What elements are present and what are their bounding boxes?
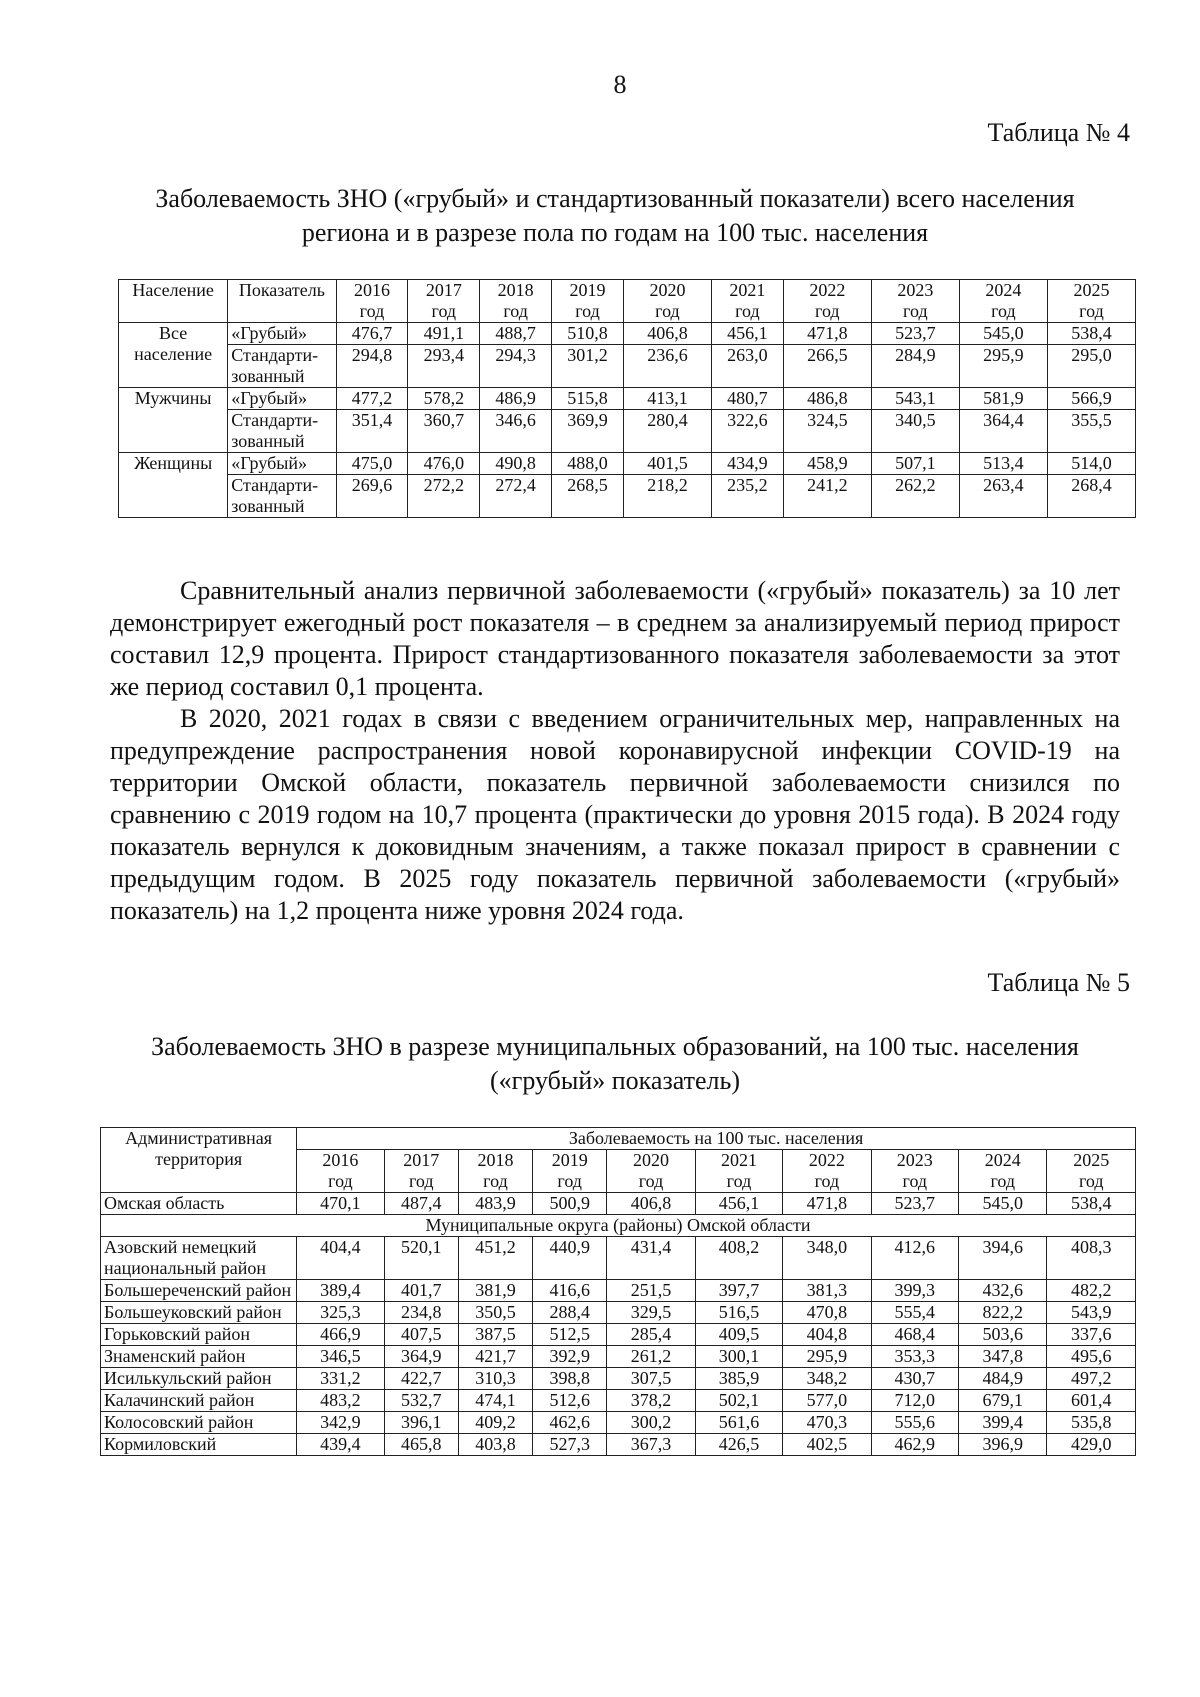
table-row xyxy=(101,1434,1136,1456)
year-label: 2025 xyxy=(1073,280,1110,300)
year-header xyxy=(783,280,871,323)
year-label: 2020 xyxy=(633,1150,670,1170)
value-cell: 397,7 xyxy=(695,1280,782,1302)
territory-cell: Исилькульский район xyxy=(101,1368,297,1390)
value-cell: 513,4 xyxy=(959,453,1047,475)
value-cell: 350,5 xyxy=(458,1302,532,1324)
value-cell: 408,3 xyxy=(1047,1237,1136,1280)
value-cell: 581,9 xyxy=(959,388,1047,410)
value-cell: 507,1 xyxy=(871,453,959,475)
value-cell: 398,8 xyxy=(533,1368,607,1390)
value-cell: 263,0 xyxy=(711,345,783,388)
year-label: 2022 xyxy=(809,280,846,300)
value-cell: 512,5 xyxy=(533,1324,607,1346)
value-cell: 538,4 xyxy=(1047,323,1135,345)
value-cell: 495,6 xyxy=(1047,1346,1136,1368)
value-cell: 458,9 xyxy=(783,453,871,475)
year-header xyxy=(623,280,711,323)
value-cell: 300,2 xyxy=(607,1412,695,1434)
table-row xyxy=(101,1368,1136,1390)
value-cell: 439,4 xyxy=(297,1434,384,1456)
year-label: 2024 xyxy=(985,280,1022,300)
year-label: 2021 xyxy=(720,1150,757,1170)
value-cell: 561,6 xyxy=(695,1412,782,1434)
value-cell: 369,9 xyxy=(552,410,624,453)
value-cell: 399,3 xyxy=(871,1280,958,1302)
year-unit-label: год xyxy=(1078,1171,1104,1191)
value-cell: 480,7 xyxy=(711,388,783,410)
value-cell: 348,2 xyxy=(783,1368,871,1390)
year-header xyxy=(480,280,552,323)
table5-header-row xyxy=(101,1128,1136,1150)
value-cell: 578,2 xyxy=(408,388,480,410)
value-cell: 301,2 xyxy=(552,345,624,388)
table-row xyxy=(119,323,1136,345)
value-cell: 300,1 xyxy=(695,1346,782,1368)
value-cell: 566,9 xyxy=(1047,388,1135,410)
value-cell: 280,4 xyxy=(623,410,711,453)
year-label: 2016 xyxy=(353,280,390,300)
value-cell: 434,9 xyxy=(711,453,783,475)
value-cell: 234,8 xyxy=(384,1302,458,1324)
indicator-cell: «Грубый» xyxy=(228,323,336,345)
value-cell: 503,6 xyxy=(959,1324,1047,1346)
value-cell: 471,8 xyxy=(783,323,871,345)
table-row xyxy=(119,453,1136,475)
value-cell: 483,2 xyxy=(297,1390,384,1412)
value-cell: 512,6 xyxy=(533,1390,607,1412)
year-header xyxy=(1047,280,1135,323)
value-cell: 385,9 xyxy=(695,1368,782,1390)
analysis-text xyxy=(110,575,1120,927)
value-cell: 466,9 xyxy=(297,1324,384,1346)
value-cell: 381,3 xyxy=(783,1280,871,1302)
year-header xyxy=(408,280,480,323)
value-cell: 378,2 xyxy=(607,1390,695,1412)
value-cell: 329,5 xyxy=(607,1302,695,1324)
year-header xyxy=(783,1150,871,1193)
year-unit-label: год xyxy=(431,301,457,321)
value-cell: 293,4 xyxy=(408,345,480,388)
value-cell: 353,3 xyxy=(871,1346,958,1368)
year-label: 2025 xyxy=(1073,1150,1110,1170)
value-cell: 403,8 xyxy=(458,1434,532,1456)
value-cell: 325,3 xyxy=(297,1302,384,1324)
value-cell: 268,5 xyxy=(552,475,624,518)
value-cell: 475,0 xyxy=(336,453,408,475)
table5-subheader: Муниципальные округа (районы) Омской области xyxy=(101,1215,1136,1237)
indicator-cell: «Грубый» xyxy=(228,388,336,410)
value-cell: 396,1 xyxy=(384,1412,458,1434)
value-cell: 515,8 xyxy=(552,388,624,410)
table5-col-incidence: Заболеваемость на 100 тыс. населения xyxy=(297,1128,1136,1150)
value-cell: 486,9 xyxy=(480,388,552,410)
value-cell: 577,0 xyxy=(783,1390,871,1412)
value-cell: 294,3 xyxy=(480,345,552,388)
value-cell: 488,7 xyxy=(480,323,552,345)
table4-label: Таблица № 4 xyxy=(987,118,1130,147)
value-cell: 470,8 xyxy=(783,1302,871,1324)
year-header xyxy=(458,1150,532,1193)
territory-cell: Калачинский район xyxy=(101,1390,297,1412)
value-cell: 412,6 xyxy=(871,1237,958,1280)
value-cell: 523,7 xyxy=(871,323,959,345)
value-cell: 324,5 xyxy=(783,410,871,453)
value-cell: 462,9 xyxy=(871,1434,958,1456)
value-cell: 263,4 xyxy=(959,475,1047,518)
value-cell: 404,8 xyxy=(783,1324,871,1346)
value-cell: 401,7 xyxy=(384,1280,458,1302)
year-label: 2021 xyxy=(729,280,766,300)
value-cell: 337,6 xyxy=(1047,1324,1136,1346)
value-cell: 430,7 xyxy=(871,1368,958,1390)
year-header xyxy=(533,1150,607,1193)
year-header xyxy=(695,1150,782,1193)
value-cell: 364,4 xyxy=(959,410,1047,453)
value-cell: 288,4 xyxy=(533,1302,607,1324)
value-cell: 236,6 xyxy=(623,345,711,388)
value-cell: 440,9 xyxy=(533,1237,607,1280)
table4 xyxy=(118,279,1136,518)
value-cell: 272,2 xyxy=(408,475,480,518)
value-cell: 235,2 xyxy=(711,475,783,518)
year-label: 2017 xyxy=(403,1150,440,1170)
territory-cell: Знаменский район xyxy=(101,1346,297,1368)
value-cell: 601,4 xyxy=(1047,1390,1136,1412)
value-cell: 346,5 xyxy=(297,1346,384,1368)
value-cell: 543,9 xyxy=(1047,1302,1136,1324)
table-row xyxy=(101,1193,1136,1215)
value-cell: 346,6 xyxy=(480,410,552,453)
value-cell: 500,9 xyxy=(533,1193,607,1215)
value-cell: 538,4 xyxy=(1047,1193,1136,1215)
value-cell: 527,3 xyxy=(533,1434,607,1456)
year-unit-label: год xyxy=(575,301,600,321)
indicator-cell: Стандарти-зованный xyxy=(228,345,336,388)
value-cell: 471,8 xyxy=(783,1193,871,1215)
year-unit-label: год xyxy=(483,1171,508,1191)
table4-col-population: Население xyxy=(119,280,228,323)
value-cell: 514,0 xyxy=(1047,453,1135,475)
value-cell: 451,2 xyxy=(458,1237,532,1280)
value-cell: 406,8 xyxy=(623,323,711,345)
value-cell: 429,0 xyxy=(1047,1434,1136,1456)
value-cell: 394,6 xyxy=(959,1237,1047,1280)
value-cell: 545,0 xyxy=(959,1193,1047,1215)
value-cell: 389,4 xyxy=(297,1280,384,1302)
value-cell: 474,1 xyxy=(458,1390,532,1412)
value-cell: 470,3 xyxy=(783,1412,871,1434)
table5-title: Заболеваемость ЗНО в разрезе муниципальных образований, на 100 тыс. населения («грубый» показатель) xyxy=(151,1032,1079,1095)
year-header xyxy=(384,1150,458,1193)
table-row xyxy=(101,1412,1136,1434)
value-cell: 523,7 xyxy=(871,1193,958,1215)
value-cell: 422,7 xyxy=(384,1368,458,1390)
value-cell: 555,4 xyxy=(871,1302,958,1324)
year-unit-label: год xyxy=(655,301,680,321)
year-label: 2020 xyxy=(649,280,686,300)
year-unit-label: год xyxy=(903,301,928,321)
table-row xyxy=(101,1237,1136,1280)
value-cell: 488,0 xyxy=(552,453,624,475)
table-row xyxy=(119,410,1136,453)
value-cell: 822,2 xyxy=(959,1302,1047,1324)
territory-cell: Азовский немецкий национальный район xyxy=(101,1237,297,1280)
value-cell: 295,9 xyxy=(783,1346,871,1368)
value-cell: 407,5 xyxy=(384,1324,458,1346)
table-row xyxy=(101,1302,1136,1324)
indicator-cell: Стандарти-зованный xyxy=(228,410,336,453)
year-unit-label: год xyxy=(359,301,385,321)
value-cell: 491,1 xyxy=(408,323,480,345)
value-cell: 251,5 xyxy=(607,1280,695,1302)
value-cell: 545,0 xyxy=(959,323,1047,345)
year-unit-label: год xyxy=(1079,301,1104,321)
value-cell: 364,9 xyxy=(384,1346,458,1368)
year-header xyxy=(959,1150,1047,1193)
value-cell: 477,2 xyxy=(336,388,408,410)
year-header xyxy=(607,1150,695,1193)
year-label: 2018 xyxy=(497,280,534,300)
value-cell: 392,9 xyxy=(533,1346,607,1368)
value-cell: 456,1 xyxy=(711,323,783,345)
value-cell: 218,2 xyxy=(623,475,711,518)
value-cell: 342,9 xyxy=(297,1412,384,1434)
value-cell: 351,4 xyxy=(336,410,408,453)
year-unit-label: год xyxy=(990,1171,1016,1191)
value-cell: 520,1 xyxy=(384,1237,458,1280)
table5-col-territory: Административная территория xyxy=(101,1128,297,1193)
year-unit-label: год xyxy=(638,1171,664,1191)
value-cell: 535,8 xyxy=(1047,1412,1136,1434)
table4-col-indicator: Показатель xyxy=(228,280,336,323)
value-cell: 284,9 xyxy=(871,345,959,388)
value-cell: 272,4 xyxy=(480,475,552,518)
year-label: 2016 xyxy=(322,1150,359,1170)
value-cell: 347,8 xyxy=(959,1346,1047,1368)
value-cell: 516,5 xyxy=(695,1302,782,1324)
table5-label: Таблица № 5 xyxy=(987,968,1130,997)
population-group: Все население xyxy=(119,323,228,388)
value-cell: 268,4 xyxy=(1047,475,1135,518)
table-row xyxy=(119,475,1136,518)
value-cell: 409,2 xyxy=(458,1412,532,1434)
value-cell: 416,6 xyxy=(533,1280,607,1302)
value-cell: 387,5 xyxy=(458,1324,532,1346)
year-unit-label: год xyxy=(408,1171,434,1191)
year-header xyxy=(1047,1150,1136,1193)
population-group: Мужчины xyxy=(119,388,228,453)
value-cell: 295,9 xyxy=(959,345,1047,388)
territory-cell: Большеуковский район xyxy=(101,1302,297,1324)
table5 xyxy=(100,1127,1136,1456)
value-cell: 396,9 xyxy=(959,1434,1047,1456)
value-cell: 532,7 xyxy=(384,1390,458,1412)
year-unit-label: год xyxy=(815,301,840,321)
year-label: 2017 xyxy=(425,280,462,300)
value-cell: 484,9 xyxy=(959,1368,1047,1390)
value-cell: 348,0 xyxy=(783,1237,871,1280)
year-header xyxy=(959,280,1047,323)
value-cell: 360,7 xyxy=(408,410,480,453)
territory-cell: Горьковский район xyxy=(101,1324,297,1346)
paragraph: В 2020, 2021 годах в связи с введением ограничительных мер, направленных на предупреждение распространения новой коронавирусной инфекции COVID-19 на территории Омской области, показатель первичной заболеваемости снизился по сравнению с 2019 годом на 10,7 процента (практически до уровня 2015 года). В 2024 году показатель вернулся к доковидным значениям, а также показал прирост в сравнении с предыдущим годом. В 2025 году показатель первичной заболеваемости («грубый» показатель) на 1,2 процента ниже уровня 2024 года. xyxy=(110,704,1120,925)
table4-header-row xyxy=(119,280,1136,323)
year-unit-label: год xyxy=(902,1171,928,1191)
year-label: 2018 xyxy=(477,1150,514,1170)
year-header xyxy=(336,280,408,323)
value-cell: 266,5 xyxy=(783,345,871,388)
table-row xyxy=(119,345,1136,388)
value-cell: 401,5 xyxy=(623,453,711,475)
territory-cell: Омская область xyxy=(101,1193,297,1215)
value-cell: 476,7 xyxy=(336,323,408,345)
value-cell: 413,1 xyxy=(623,388,711,410)
value-cell: 331,2 xyxy=(297,1368,384,1390)
year-header xyxy=(552,280,624,323)
value-cell: 462,6 xyxy=(533,1412,607,1434)
value-cell: 307,5 xyxy=(607,1368,695,1390)
table-row xyxy=(101,1280,1136,1302)
value-cell: 482,2 xyxy=(1047,1280,1136,1302)
value-cell: 486,8 xyxy=(783,388,871,410)
territory-cell: Большереченский район xyxy=(101,1280,297,1302)
value-cell: 679,1 xyxy=(959,1390,1047,1412)
value-cell: 497,2 xyxy=(1047,1368,1136,1390)
year-unit-label: год xyxy=(735,301,760,321)
year-label: 2023 xyxy=(897,280,934,300)
table-row xyxy=(101,1324,1136,1346)
page-number: 8 xyxy=(613,70,627,99)
territory-cell: Колосовский район xyxy=(101,1412,297,1434)
year-header xyxy=(871,280,959,323)
value-cell: 399,4 xyxy=(959,1412,1047,1434)
value-cell: 340,5 xyxy=(871,410,959,453)
value-cell: 543,1 xyxy=(871,388,959,410)
year-unit-label: год xyxy=(328,1171,353,1191)
value-cell: 294,8 xyxy=(336,345,408,388)
value-cell: 355,5 xyxy=(1047,410,1135,453)
value-cell: 406,8 xyxy=(607,1193,695,1215)
value-cell: 322,6 xyxy=(711,410,783,453)
indicator-cell: «Грубый» xyxy=(228,453,336,475)
value-cell: 409,5 xyxy=(695,1324,782,1346)
table-row xyxy=(119,388,1136,410)
value-cell: 408,2 xyxy=(695,1237,782,1280)
table4-title: Заболеваемость ЗНО («грубый» и стандартизованный показатели) всего населения региона и в разрезе пола по годам на 100 тыс. населения xyxy=(155,184,1075,247)
value-cell: 487,4 xyxy=(384,1193,458,1215)
value-cell: 476,0 xyxy=(408,453,480,475)
value-cell: 456,1 xyxy=(695,1193,782,1215)
value-cell: 241,2 xyxy=(783,475,871,518)
value-cell: 468,4 xyxy=(871,1324,958,1346)
table5-subheader-row xyxy=(101,1215,1136,1237)
value-cell: 295,0 xyxy=(1047,345,1135,388)
value-cell: 262,2 xyxy=(871,475,959,518)
value-cell: 261,2 xyxy=(607,1346,695,1368)
table-row xyxy=(101,1390,1136,1412)
year-unit-label: год xyxy=(503,301,528,321)
value-cell: 426,5 xyxy=(695,1434,782,1456)
value-cell: 510,8 xyxy=(552,323,624,345)
table-row xyxy=(101,1346,1136,1368)
value-cell: 555,6 xyxy=(871,1412,958,1434)
year-unit-label: год xyxy=(726,1171,752,1191)
value-cell: 490,8 xyxy=(480,453,552,475)
value-cell: 432,6 xyxy=(959,1280,1047,1302)
value-cell: 367,3 xyxy=(607,1434,695,1456)
year-label: 2023 xyxy=(896,1150,933,1170)
value-cell: 465,8 xyxy=(384,1434,458,1456)
indicator-cell: Стандарти-зованный xyxy=(228,475,336,518)
territory-cell: Кормиловский xyxy=(101,1434,297,1456)
value-cell: 402,5 xyxy=(783,1434,871,1456)
year-header xyxy=(711,280,783,323)
year-header xyxy=(871,1150,958,1193)
value-cell: 404,4 xyxy=(297,1237,384,1280)
year-header xyxy=(297,1150,384,1193)
value-cell: 421,7 xyxy=(458,1346,532,1368)
value-cell: 483,9 xyxy=(458,1193,532,1215)
population-group: Женщины xyxy=(119,453,228,518)
year-label: 2024 xyxy=(984,1150,1021,1170)
value-cell: 285,4 xyxy=(607,1324,695,1346)
value-cell: 712,0 xyxy=(871,1390,958,1412)
year-label: 2019 xyxy=(569,280,606,300)
paragraph: Сравнительный анализ первичной заболеваемости («грубый» показатель) за 10 лет демонстрирует ежегодный рост показателя – в среднем за анализируемый период прирост составил 12,9 процента. Прирост стандартизованного показателя заболеваемости за этот же период составил 0,1 процента. xyxy=(110,576,1120,701)
year-label: 2019 xyxy=(551,1150,588,1170)
year-unit-label: год xyxy=(814,1171,840,1191)
year-unit-label: год xyxy=(991,301,1016,321)
year-unit-label: год xyxy=(557,1171,582,1191)
value-cell: 470,1 xyxy=(297,1193,384,1215)
value-cell: 269,6 xyxy=(336,475,408,518)
year-label: 2022 xyxy=(808,1150,845,1170)
value-cell: 431,4 xyxy=(607,1237,695,1280)
value-cell: 310,3 xyxy=(458,1368,532,1390)
value-cell: 502,1 xyxy=(695,1390,782,1412)
value-cell: 381,9 xyxy=(458,1280,532,1302)
